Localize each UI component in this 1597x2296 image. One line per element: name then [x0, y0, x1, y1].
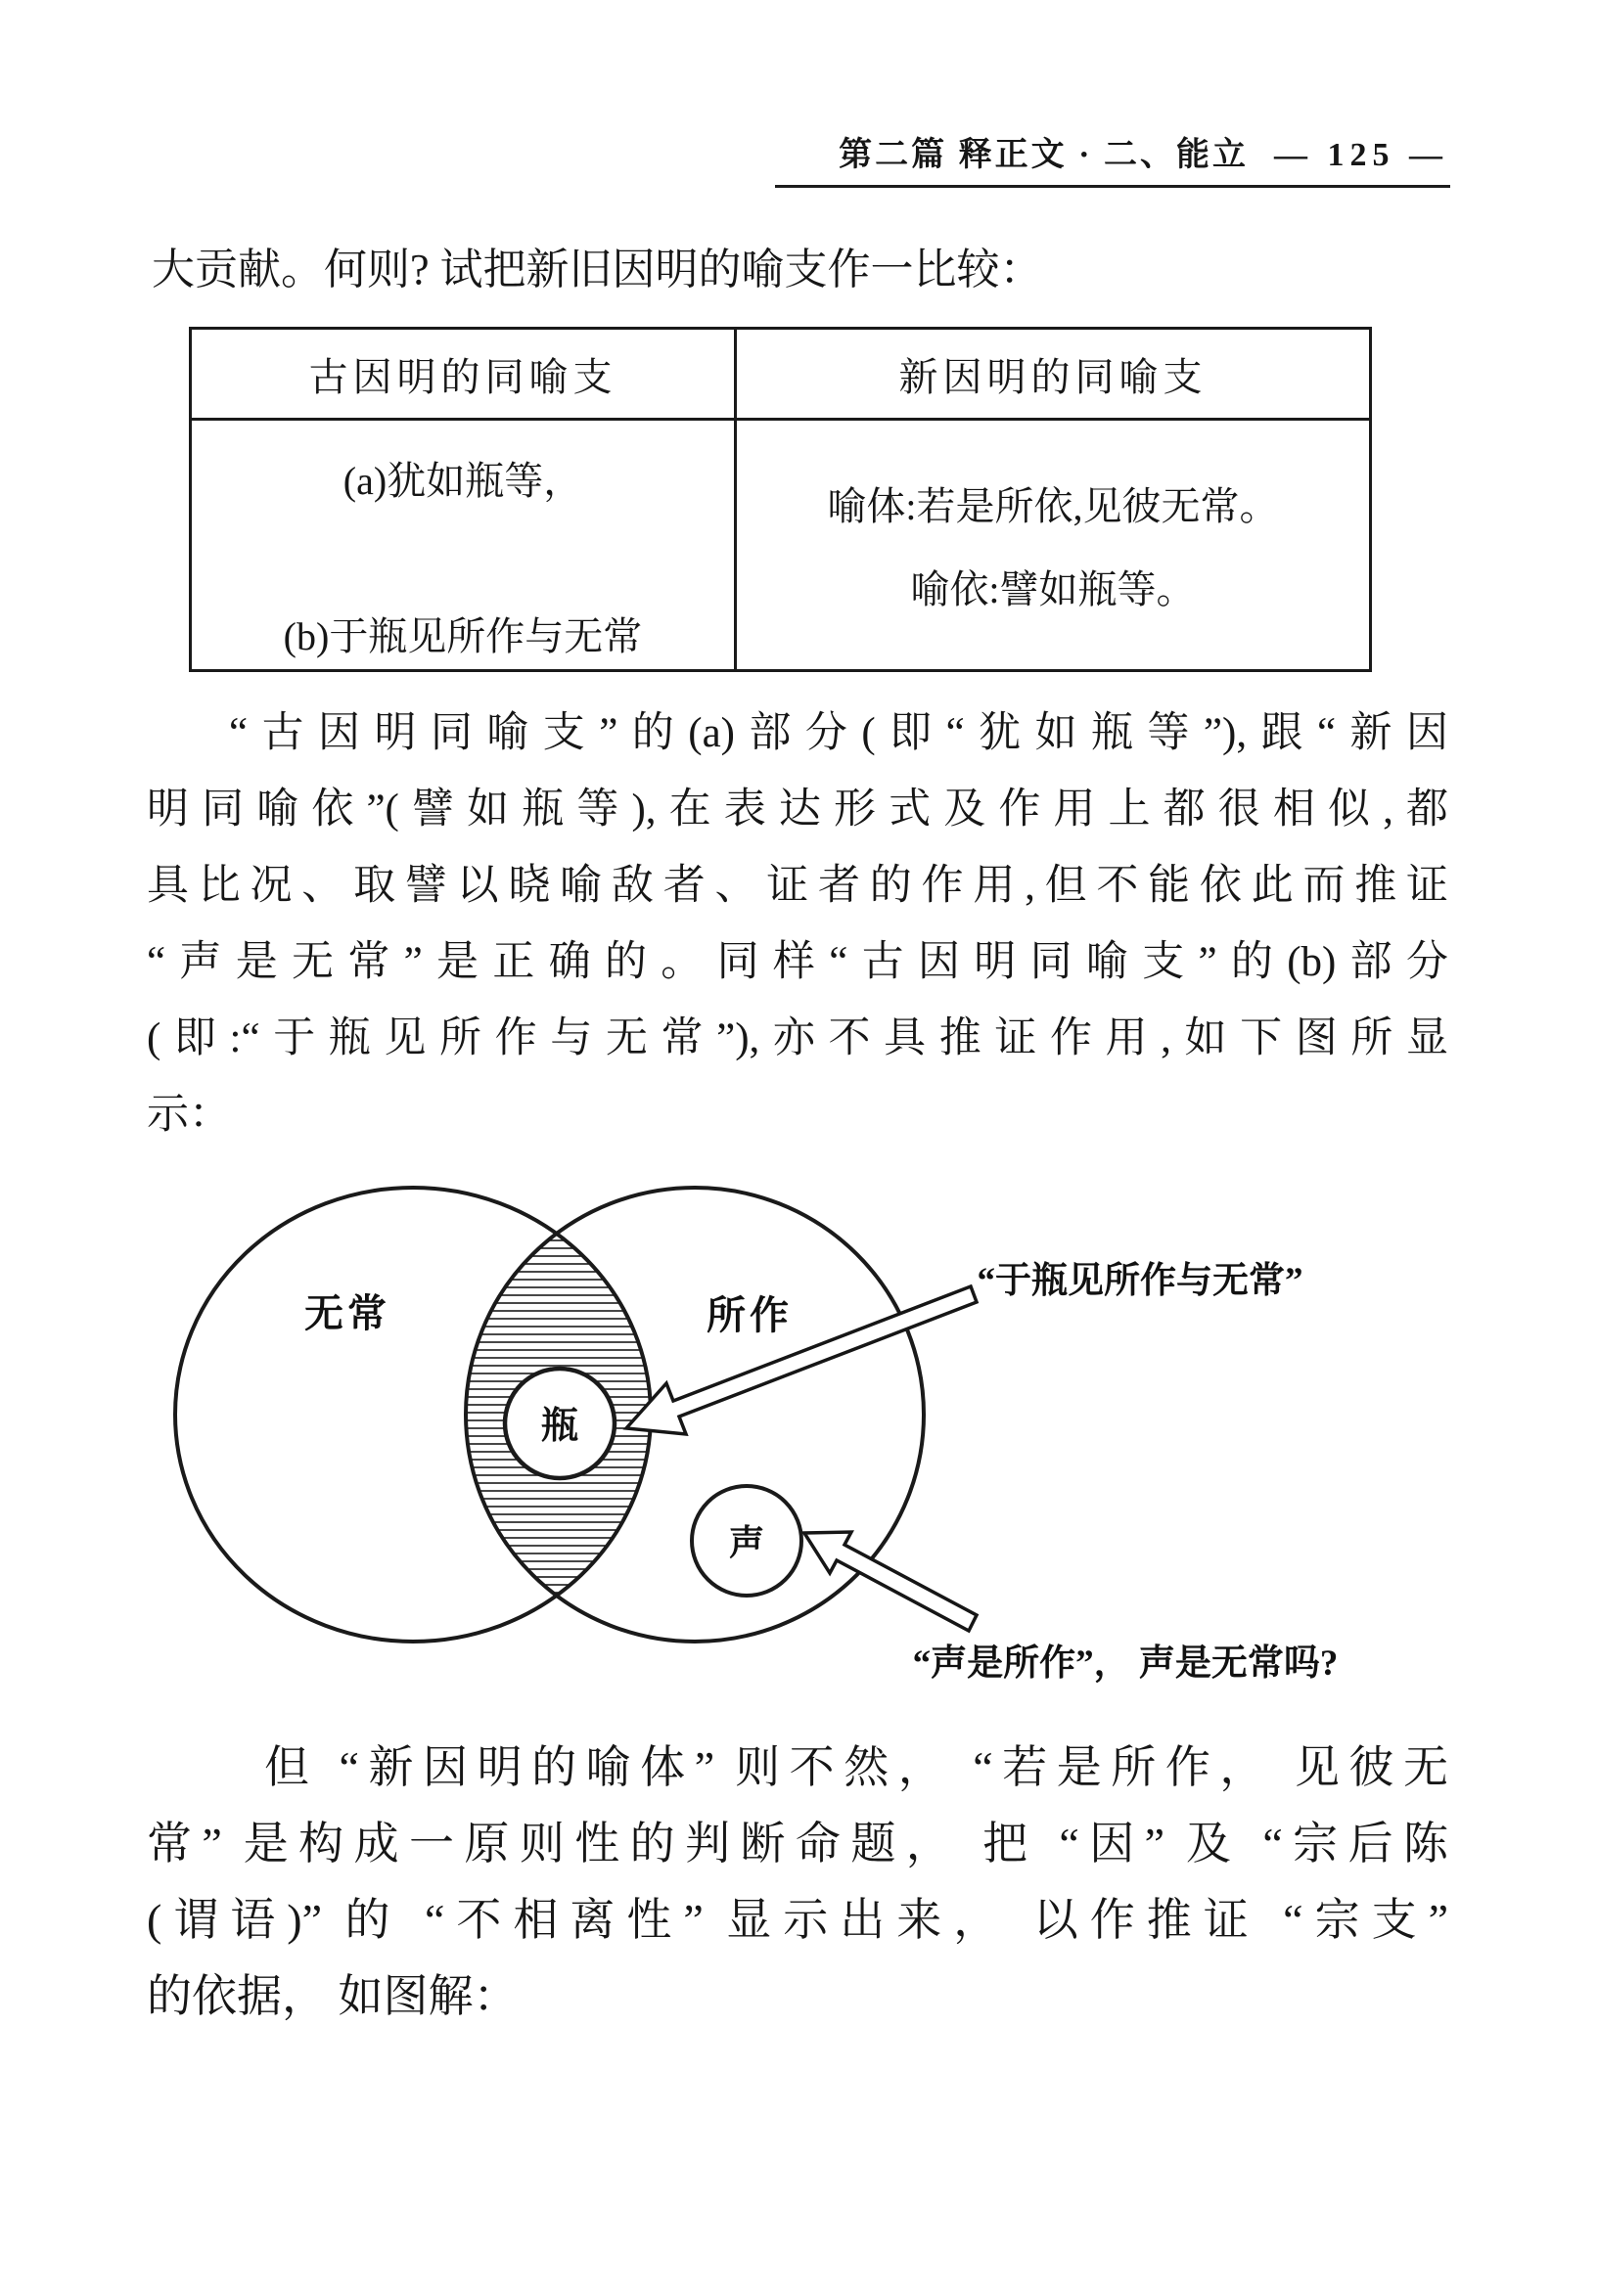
bottom-annotation: “声是所作”， 声是无常吗? — [912, 1643, 1339, 1684]
paragraph-2-line: 但 “新因明的喻体” 则不然， “若是所作， 见彼无 — [264, 1742, 1448, 1792]
impermanent-label: 无常 — [304, 1291, 390, 1335]
old-example-a: (a)犹如瓶等， — [342, 459, 583, 503]
top-annotation: “于瓶见所作与无常” — [977, 1261, 1303, 1301]
bottle-label: 瓶 — [540, 1406, 579, 1447]
paragraph-1-line: “声是无常”是正确的。同样“古因明同喻支”的(b)部分 — [147, 939, 1448, 985]
arrow-to-sound-icon — [804, 1532, 977, 1631]
new-example-line1: 喻体:若是所依,见彼无常。 — [827, 484, 1279, 528]
paragraph-2-line: 的依据， 如图解： — [147, 1971, 519, 2021]
produced-label: 所作 — [707, 1293, 793, 1337]
paragraph-2-line: (谓语)” 的 “不相离性” 显示出来， 以作推证 “宗支” — [147, 1895, 1448, 1945]
paragraph-1-line: 具比况、取譬以晓喻敌者、证者的作用,但不能依此而推证 — [147, 863, 1448, 909]
paragraph-1-line: 示： — [147, 1092, 231, 1138]
paragraph-1-line: (即:“于瓶见所作与无常”),亦不具推证作用,如下图所显 — [147, 1015, 1448, 1061]
paragraph-2 — [147, 1730, 1448, 2035]
old-example-b: (b)于瓶见所作与无常 — [283, 614, 643, 658]
intro-paragraph: 大贡献。何则? 试把新旧因明的喻支作一比较： — [152, 246, 1043, 293]
paragraph-1-line: 明同喻依”(譬如瓶等),在表达形式及作用上都很相似,都 — [147, 787, 1448, 833]
sound-label: 声 — [728, 1523, 765, 1562]
table-header-new-inference: 新因明的同喻支 — [737, 330, 1369, 421]
page-number: — 125 — — [1274, 137, 1448, 173]
paragraph-2-line: 常” 是构成一原则性的判断命题， 把 “因” 及 “宗后陈 — [147, 1819, 1448, 1868]
new-example-line2: 喻依:譬如瓶等。 — [910, 567, 1196, 611]
chapter-title: 第二篇 释正文 · 二、能立 — [839, 137, 1249, 173]
paragraph-1-line: “古因明同喻支”的(a)部分(即“犹如瓶等”),跟“新因 — [229, 710, 1448, 756]
table-header-old-inference: 古因明的同喻支 — [192, 330, 737, 421]
